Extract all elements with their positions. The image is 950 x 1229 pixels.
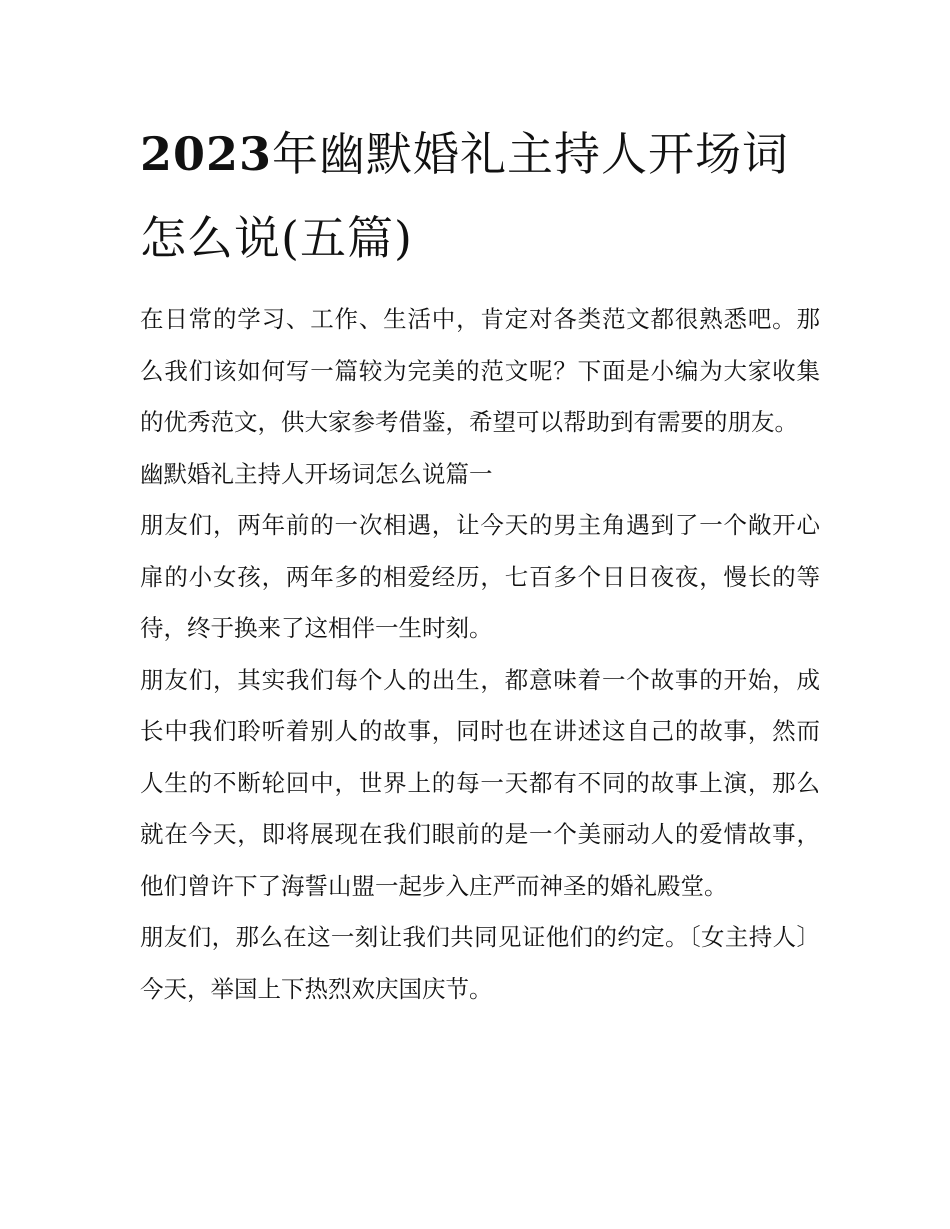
body-paragraph-2: 朋友们，其实我们每个人的出生，都意味着一个故事的开始，成长中我们聆听着别人的故事，同时也在讲述这自己的故事，然而人生的不断轮回中，世界上的每一天都有不同的故事上演，那么就在今天，即将展现在我们眼前的是一个美丽动人的爱情故事，他们曾许下了海誓山盟一起步入庄严而神圣的婚礼殿堂。	[140, 665, 820, 900]
title-text: 年幽默婚礼主持人开场词怎么说(五篇)	[140, 127, 790, 265]
document-title	[140, 112, 820, 280]
section-heading: 幽默婚礼主持人开场词怎么说篇一	[140, 459, 493, 488]
intro-paragraph: 在日常的学习、工作、生活中，肯定对各类范文都很熟悉吧。那么我们该如何写一篇较为完美的范文呢？下面是小编为大家收集的优秀范文，供大家参考借鉴，希望可以帮助到有需要的朋友。	[140, 305, 820, 436]
body-paragraph-1: 朋友们，两年前的一次相遇，让今天的男主角遇到了一个敞开心扉的小女孩，两年多的相爱经历，七百多个日日夜夜，慢长的等待，终于换来了这相伴一生时刻。	[140, 511, 820, 642]
body-paragraph-3: 朋友们，那么在这一刻让我们共同见证他们的约定。〔女主持人〕 今天，举国上下热烈欢庆国庆节。	[140, 923, 820, 1003]
document-page	[140, 112, 820, 1015]
title-year: 2023	[140, 127, 273, 181]
